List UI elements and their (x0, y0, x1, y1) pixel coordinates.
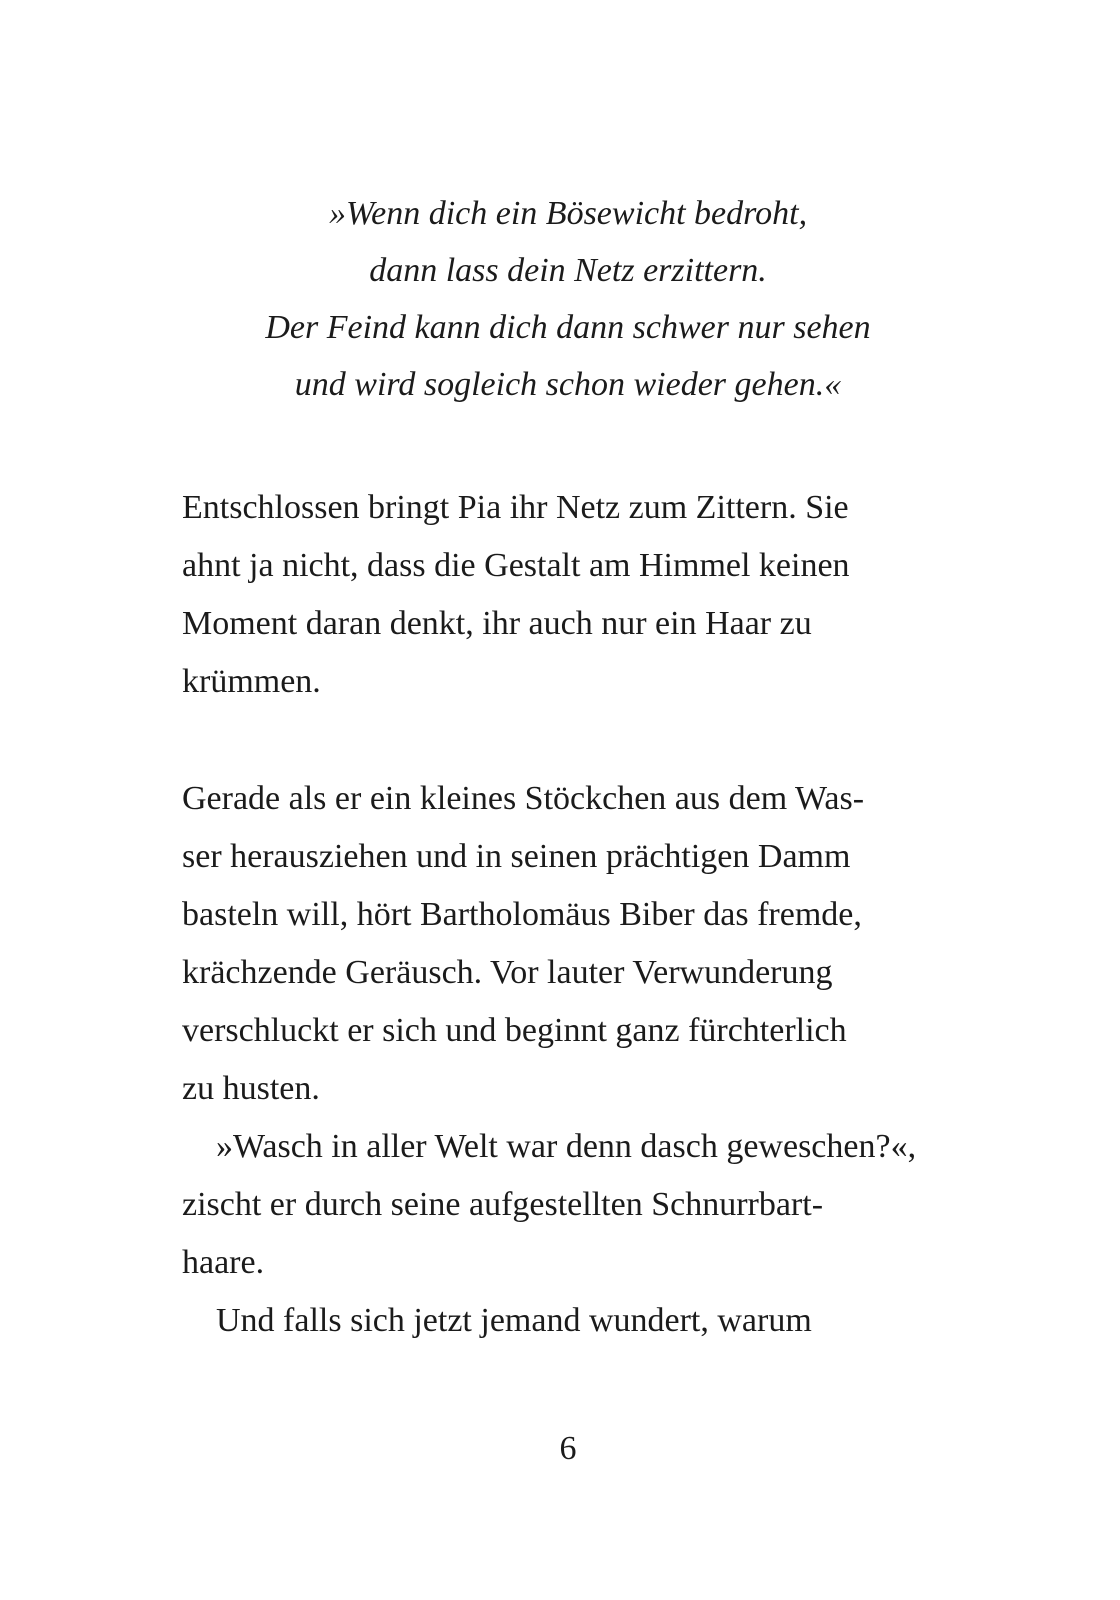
poem-line: und wird sogleich schon wieder gehen.« (294, 366, 842, 403)
paragraph (182, 770, 954, 1118)
text-line: ser herausziehen und in seinen prächtigen Damm (182, 838, 851, 875)
text-line: zischt er durch seine aufgestellten Schnurrbart- (182, 1186, 824, 1223)
text-line: zu husten. (182, 1070, 320, 1107)
paragraph (182, 1118, 954, 1292)
text-line: Entschlossen bringt Pia ihr Netz zum Zittern. Sie (182, 489, 849, 526)
text-line: ahnt ja nicht, dass die Gestalt am Himmel keinen (182, 547, 850, 584)
text-line: basteln will, hört Bartholomäus Biber das fremde, (182, 896, 862, 933)
poem-line: dann lass dein Netz erzittern. (369, 252, 767, 289)
text-line: verschluckt er sich und beginnt ganz fürchterlich (182, 1012, 847, 1049)
text-line: krächzende Geräusch. Vor lauter Verwunderung (182, 954, 833, 991)
text-line: Gerade als er ein kleines Stöckchen aus dem Was- (182, 780, 865, 817)
poem-line: Der Feind kann dich dann schwer nur sehen (265, 309, 871, 346)
poem-line: »Wenn dich ein Bösewicht bedroht, (328, 195, 808, 232)
poem (182, 185, 954, 413)
page-number: 6 (559, 1430, 577, 1467)
text-line: haare. (182, 1244, 265, 1281)
text-line: »Wasch in aller Welt war denn dasch geweschen?«, (216, 1128, 917, 1165)
text-line: Moment daran denkt, ihr auch nur ein Haar zu (182, 605, 812, 642)
paragraph (182, 1292, 954, 1350)
paragraph (182, 479, 954, 711)
text-line: Und falls sich jetzt jemand wundert, warum (216, 1302, 812, 1339)
text-column (182, 185, 954, 1478)
text-line: krümmen. (182, 663, 321, 700)
